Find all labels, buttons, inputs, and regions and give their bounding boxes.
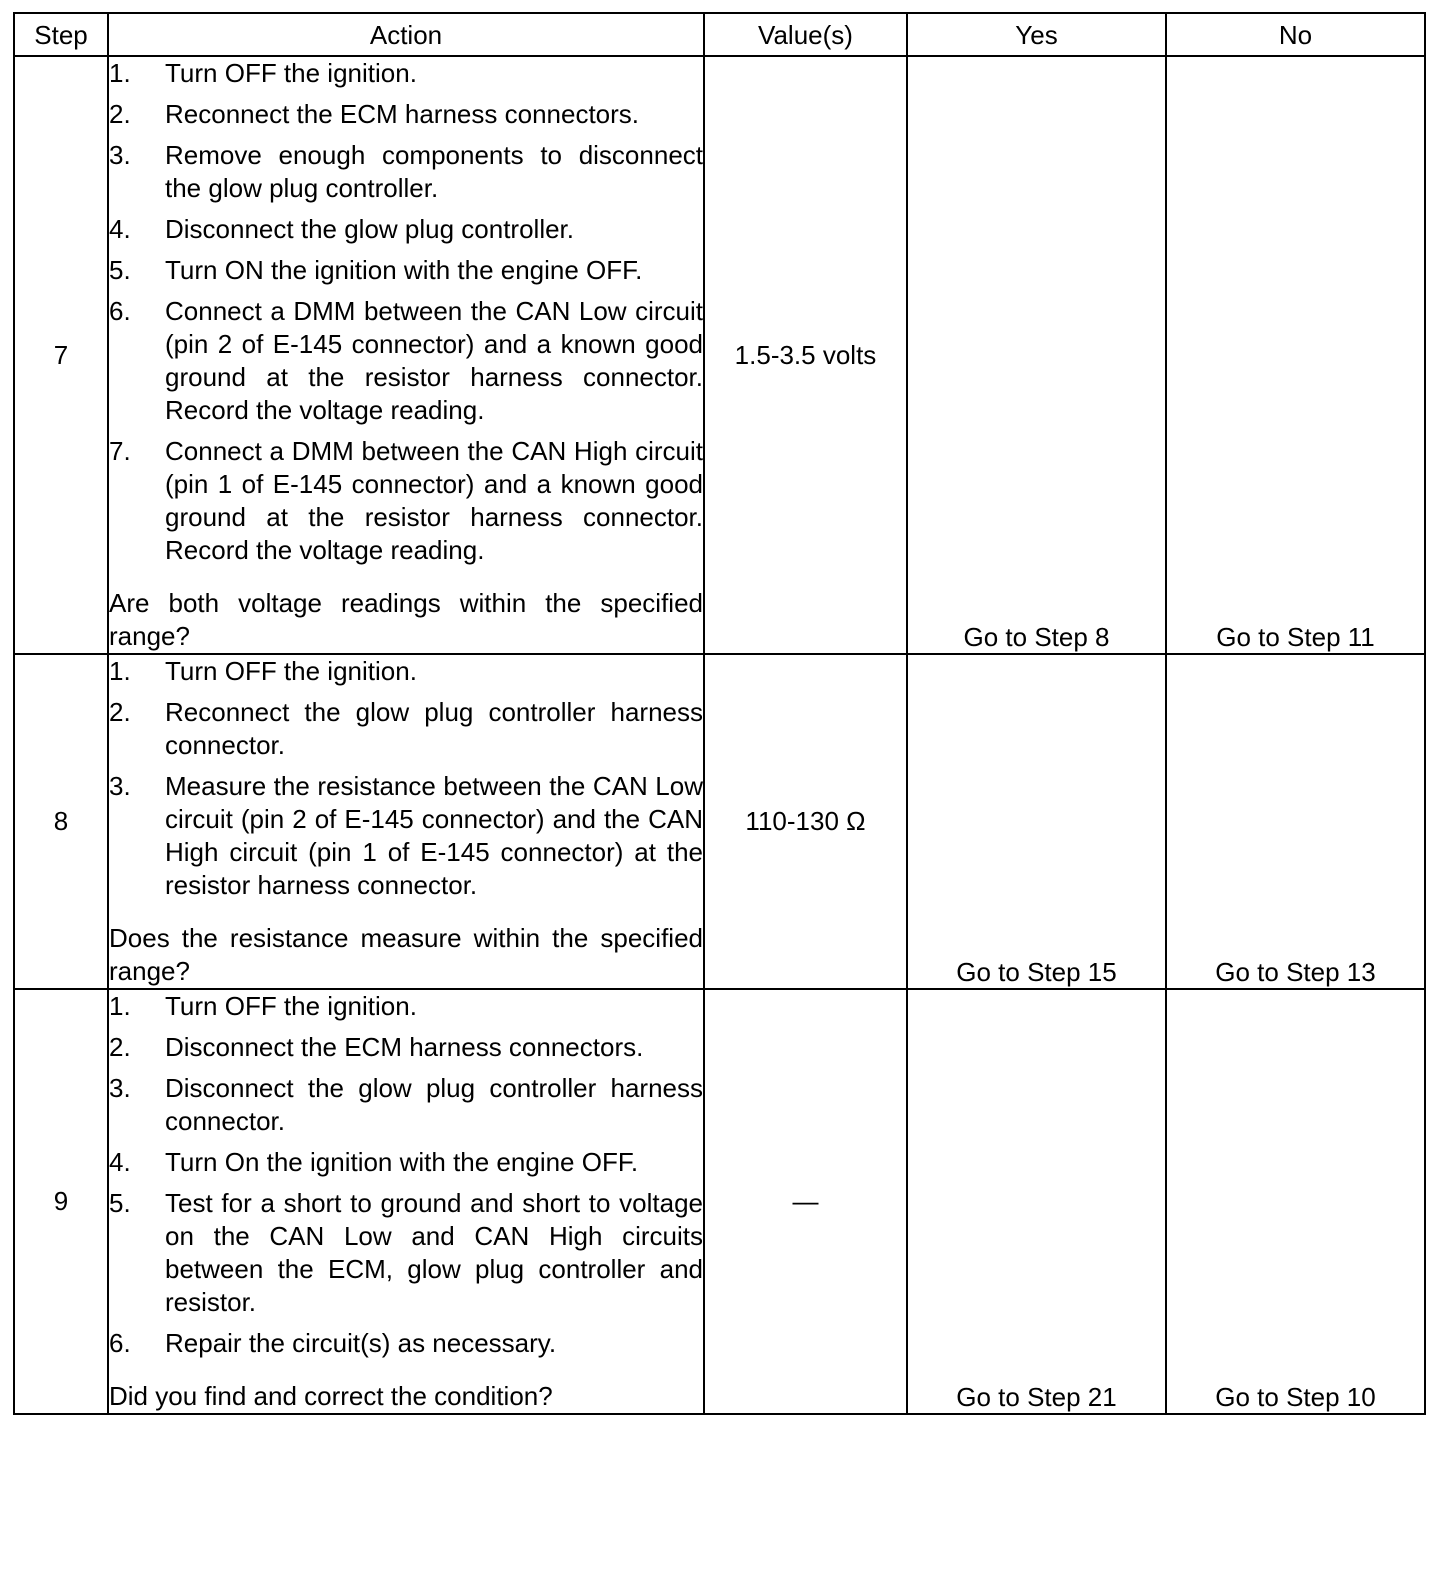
header-action: Action <box>108 13 704 56</box>
value-cell: — <box>704 989 907 1414</box>
action-item-number: 2. <box>109 99 131 129</box>
action-item-number: 4. <box>109 1147 131 1177</box>
action-item <box>109 770 703 902</box>
step-number: 7 <box>14 56 108 654</box>
action-list <box>109 57 703 567</box>
no-cell: Go to Step 10 <box>1166 989 1425 1414</box>
action-item <box>109 57 703 90</box>
action-item-text: Test for a short to ground and short to voltage on the CAN Low and CAN High circuits between the ECM, glow plug controller and resistor. <box>165 1188 703 1317</box>
no-cell: Go to Step 11 <box>1166 56 1425 654</box>
action-item <box>109 990 703 1023</box>
action-item-number: 1. <box>109 58 131 88</box>
action-list <box>109 990 703 1360</box>
action-item-text: Turn OFF the ignition. <box>165 58 417 88</box>
action-item-text: Measure the resistance between the CAN Low circuit (pin 2 of E-145 connector) and the CAN High circuit (pin 1 of E-145 connector) at the resistor harness connector. <box>165 771 703 900</box>
step-number: 9 <box>14 989 108 1414</box>
action-item <box>109 1072 703 1138</box>
action-cell <box>108 654 704 989</box>
action-list <box>109 655 703 902</box>
yes-cell: Go to Step 8 <box>907 56 1166 654</box>
action-item-number: 5. <box>109 1188 131 1218</box>
diagnostic-table-container <box>13 12 1426 1415</box>
diagnostic-table <box>13 12 1426 1415</box>
action-question: Are both voltage readings within the specified range? <box>109 588 703 651</box>
action-item-text: Remove enough components to disconnect the glow plug controller. <box>165 140 703 203</box>
action-item-text: Reconnect the glow plug controller harness connector. <box>165 697 703 760</box>
step-row <box>14 56 1425 654</box>
action-item <box>109 98 703 131</box>
step-row <box>14 989 1425 1414</box>
header-row <box>14 13 1425 56</box>
action-item-text: Disconnect the glow plug controller. <box>165 214 575 244</box>
action-item <box>109 213 703 246</box>
action-item-text: Repair the circuit(s) as necessary. <box>165 1328 557 1358</box>
action-item-number: 2. <box>109 1032 131 1062</box>
action-item <box>109 435 703 567</box>
yes-cell: Go to Step 21 <box>907 989 1166 1414</box>
action-item <box>109 696 703 762</box>
action-question: Does the resistance measure within the specified range? <box>109 923 703 986</box>
value-cell: 1.5-3.5 volts <box>704 56 907 654</box>
action-item-text: Disconnect the ECM harness connectors. <box>165 1032 644 1062</box>
step-row <box>14 654 1425 989</box>
action-item-number: 7. <box>109 436 131 466</box>
action-cell <box>108 56 704 654</box>
yes-cell: Go to Step 15 <box>907 654 1166 989</box>
action-cell <box>108 989 704 1414</box>
value-cell: 110-130 Ω <box>704 654 907 989</box>
action-item-number: 3. <box>109 1073 131 1103</box>
action-item <box>109 1187 703 1319</box>
action-item-text: Turn On the ignition with the engine OFF. <box>165 1147 639 1177</box>
header-yes: Yes <box>907 13 1166 56</box>
action-item-text: Connect a DMM between the CAN Low circuit (pin 2 of E-145 connector) and a known good ground at the resistor harness connector. Record the voltage reading. <box>165 296 703 425</box>
header-values: Value(s) <box>704 13 907 56</box>
action-item <box>109 655 703 688</box>
action-item <box>109 295 703 427</box>
action-item-number: 3. <box>109 140 131 170</box>
step-number: 8 <box>14 654 108 989</box>
action-item-number: 5. <box>109 255 131 285</box>
action-item-number: 1. <box>109 656 131 686</box>
action-item <box>109 1031 703 1064</box>
action-item-text: Turn OFF the ignition. <box>165 991 417 1021</box>
action-item-text: Turn OFF the ignition. <box>165 656 417 686</box>
action-item-number: 2. <box>109 697 131 727</box>
action-item-text: Connect a DMM between the CAN High circuit (pin 1 of E-145 connector) and a known good ground at the resistor harness connector. Record the voltage reading. <box>165 436 703 565</box>
action-item-number: 3. <box>109 771 131 801</box>
action-item <box>109 1146 703 1179</box>
action-item-number: 6. <box>109 296 131 326</box>
action-item <box>109 1327 703 1360</box>
action-item <box>109 139 703 205</box>
action-item-number: 4. <box>109 214 131 244</box>
header-step: Step <box>14 13 108 56</box>
action-item-text: Turn ON the ignition with the engine OFF. <box>165 255 643 285</box>
action-item <box>109 254 703 287</box>
header-no: No <box>1166 13 1425 56</box>
action-question: Did you find and correct the condition? <box>109 1381 553 1411</box>
action-item-text: Reconnect the ECM harness connectors. <box>165 99 640 129</box>
no-cell: Go to Step 13 <box>1166 654 1425 989</box>
action-item-number: 6. <box>109 1328 131 1358</box>
action-item-text: Disconnect the glow plug controller harness connector. <box>165 1073 703 1136</box>
action-item-number: 1. <box>109 991 131 1021</box>
